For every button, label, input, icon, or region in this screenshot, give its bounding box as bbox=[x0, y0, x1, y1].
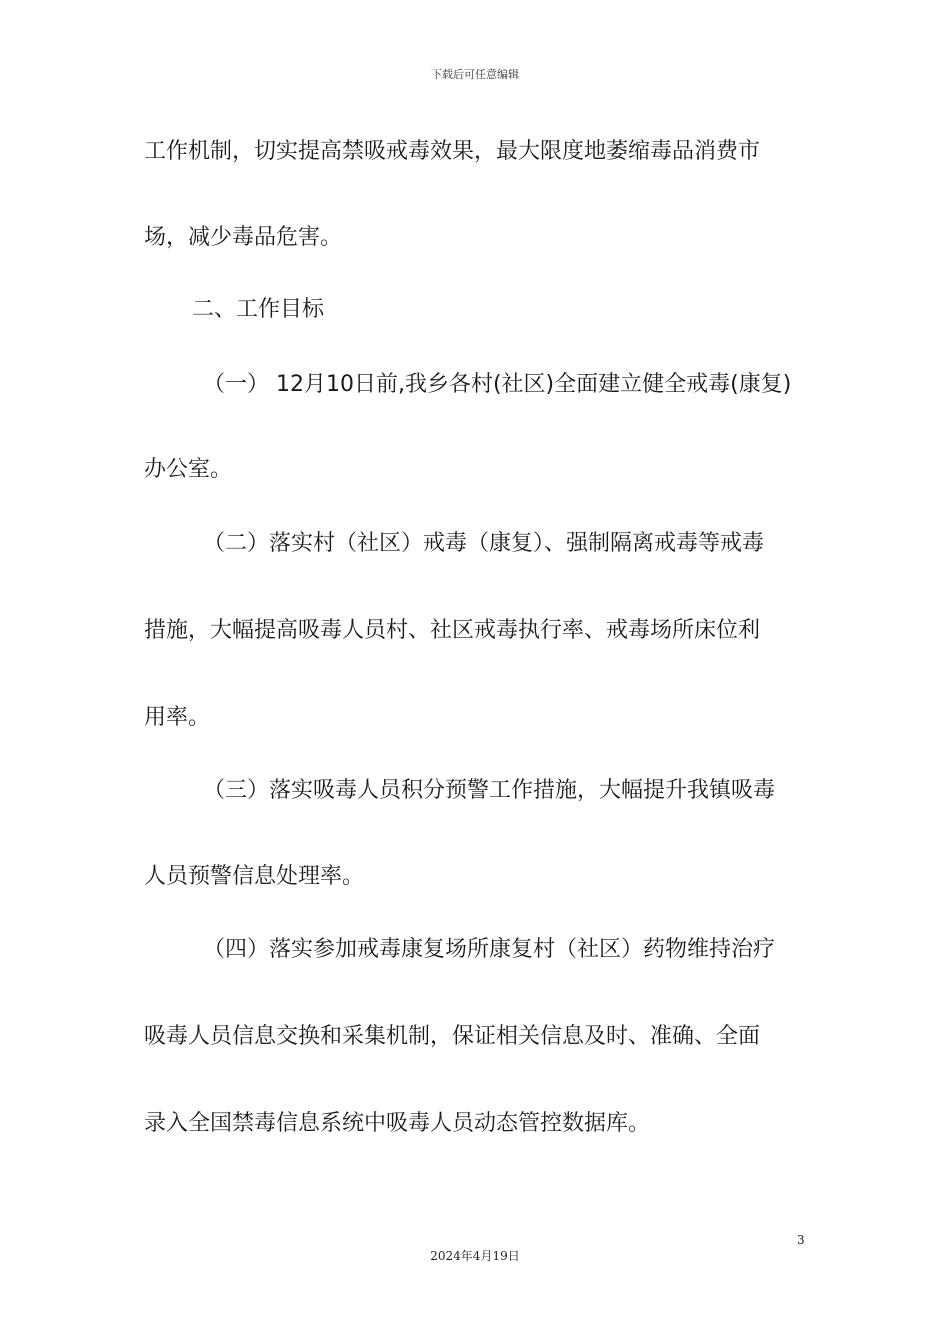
paragraph-line-5: 办公室。 bbox=[144, 457, 233, 482]
paragraph-line-10: 人员预警信息处理率。 bbox=[144, 864, 365, 889]
paragraph-line-9: （三）落实吸毒人员积分预警工作措施，大幅提升我镇吸毒 bbox=[203, 778, 776, 803]
paragraph-line-8: 用率。 bbox=[144, 705, 211, 730]
paragraph-line-6: （二）落实村（社区）戒毒（康复）、强制隔离戒毒等戒毒 bbox=[203, 531, 765, 556]
page-number: 3 bbox=[797, 1233, 805, 1247]
paragraph-line-11: （四）落实参加戒毒康复场所康复村（社区）药物维持治疗 bbox=[203, 937, 776, 962]
footer-date: 2024年4月19日 bbox=[430, 1249, 520, 1263]
paragraph-line-12: 吸毒人员信息交换和采集机制，保证相关信息及时、准确、全面 bbox=[144, 1024, 761, 1049]
paragraph-line-7: 措施，大幅提高吸毒人员村、社区戒毒执行率、戒毒场所床位利 bbox=[144, 618, 761, 643]
paragraph-line-2: 场，减少毒品危害。 bbox=[144, 225, 343, 250]
paragraph-line-13: 录入全国禁毒信息系统中吸毒人员动态管控数据库。 bbox=[144, 1111, 651, 1136]
paragraph-line-1: 工作机制，切实提高禁吸戒毒效果，最大限度地萎缩毒品消费市 bbox=[144, 139, 761, 164]
header-note: 下载后可任意编辑 bbox=[431, 68, 519, 81]
paragraph-line-4: （一） 12月10日前,我乡各村(社区)全面建立健全戒毒(康复) bbox=[203, 372, 792, 397]
section-heading: 二、工作目标 bbox=[192, 297, 325, 322]
